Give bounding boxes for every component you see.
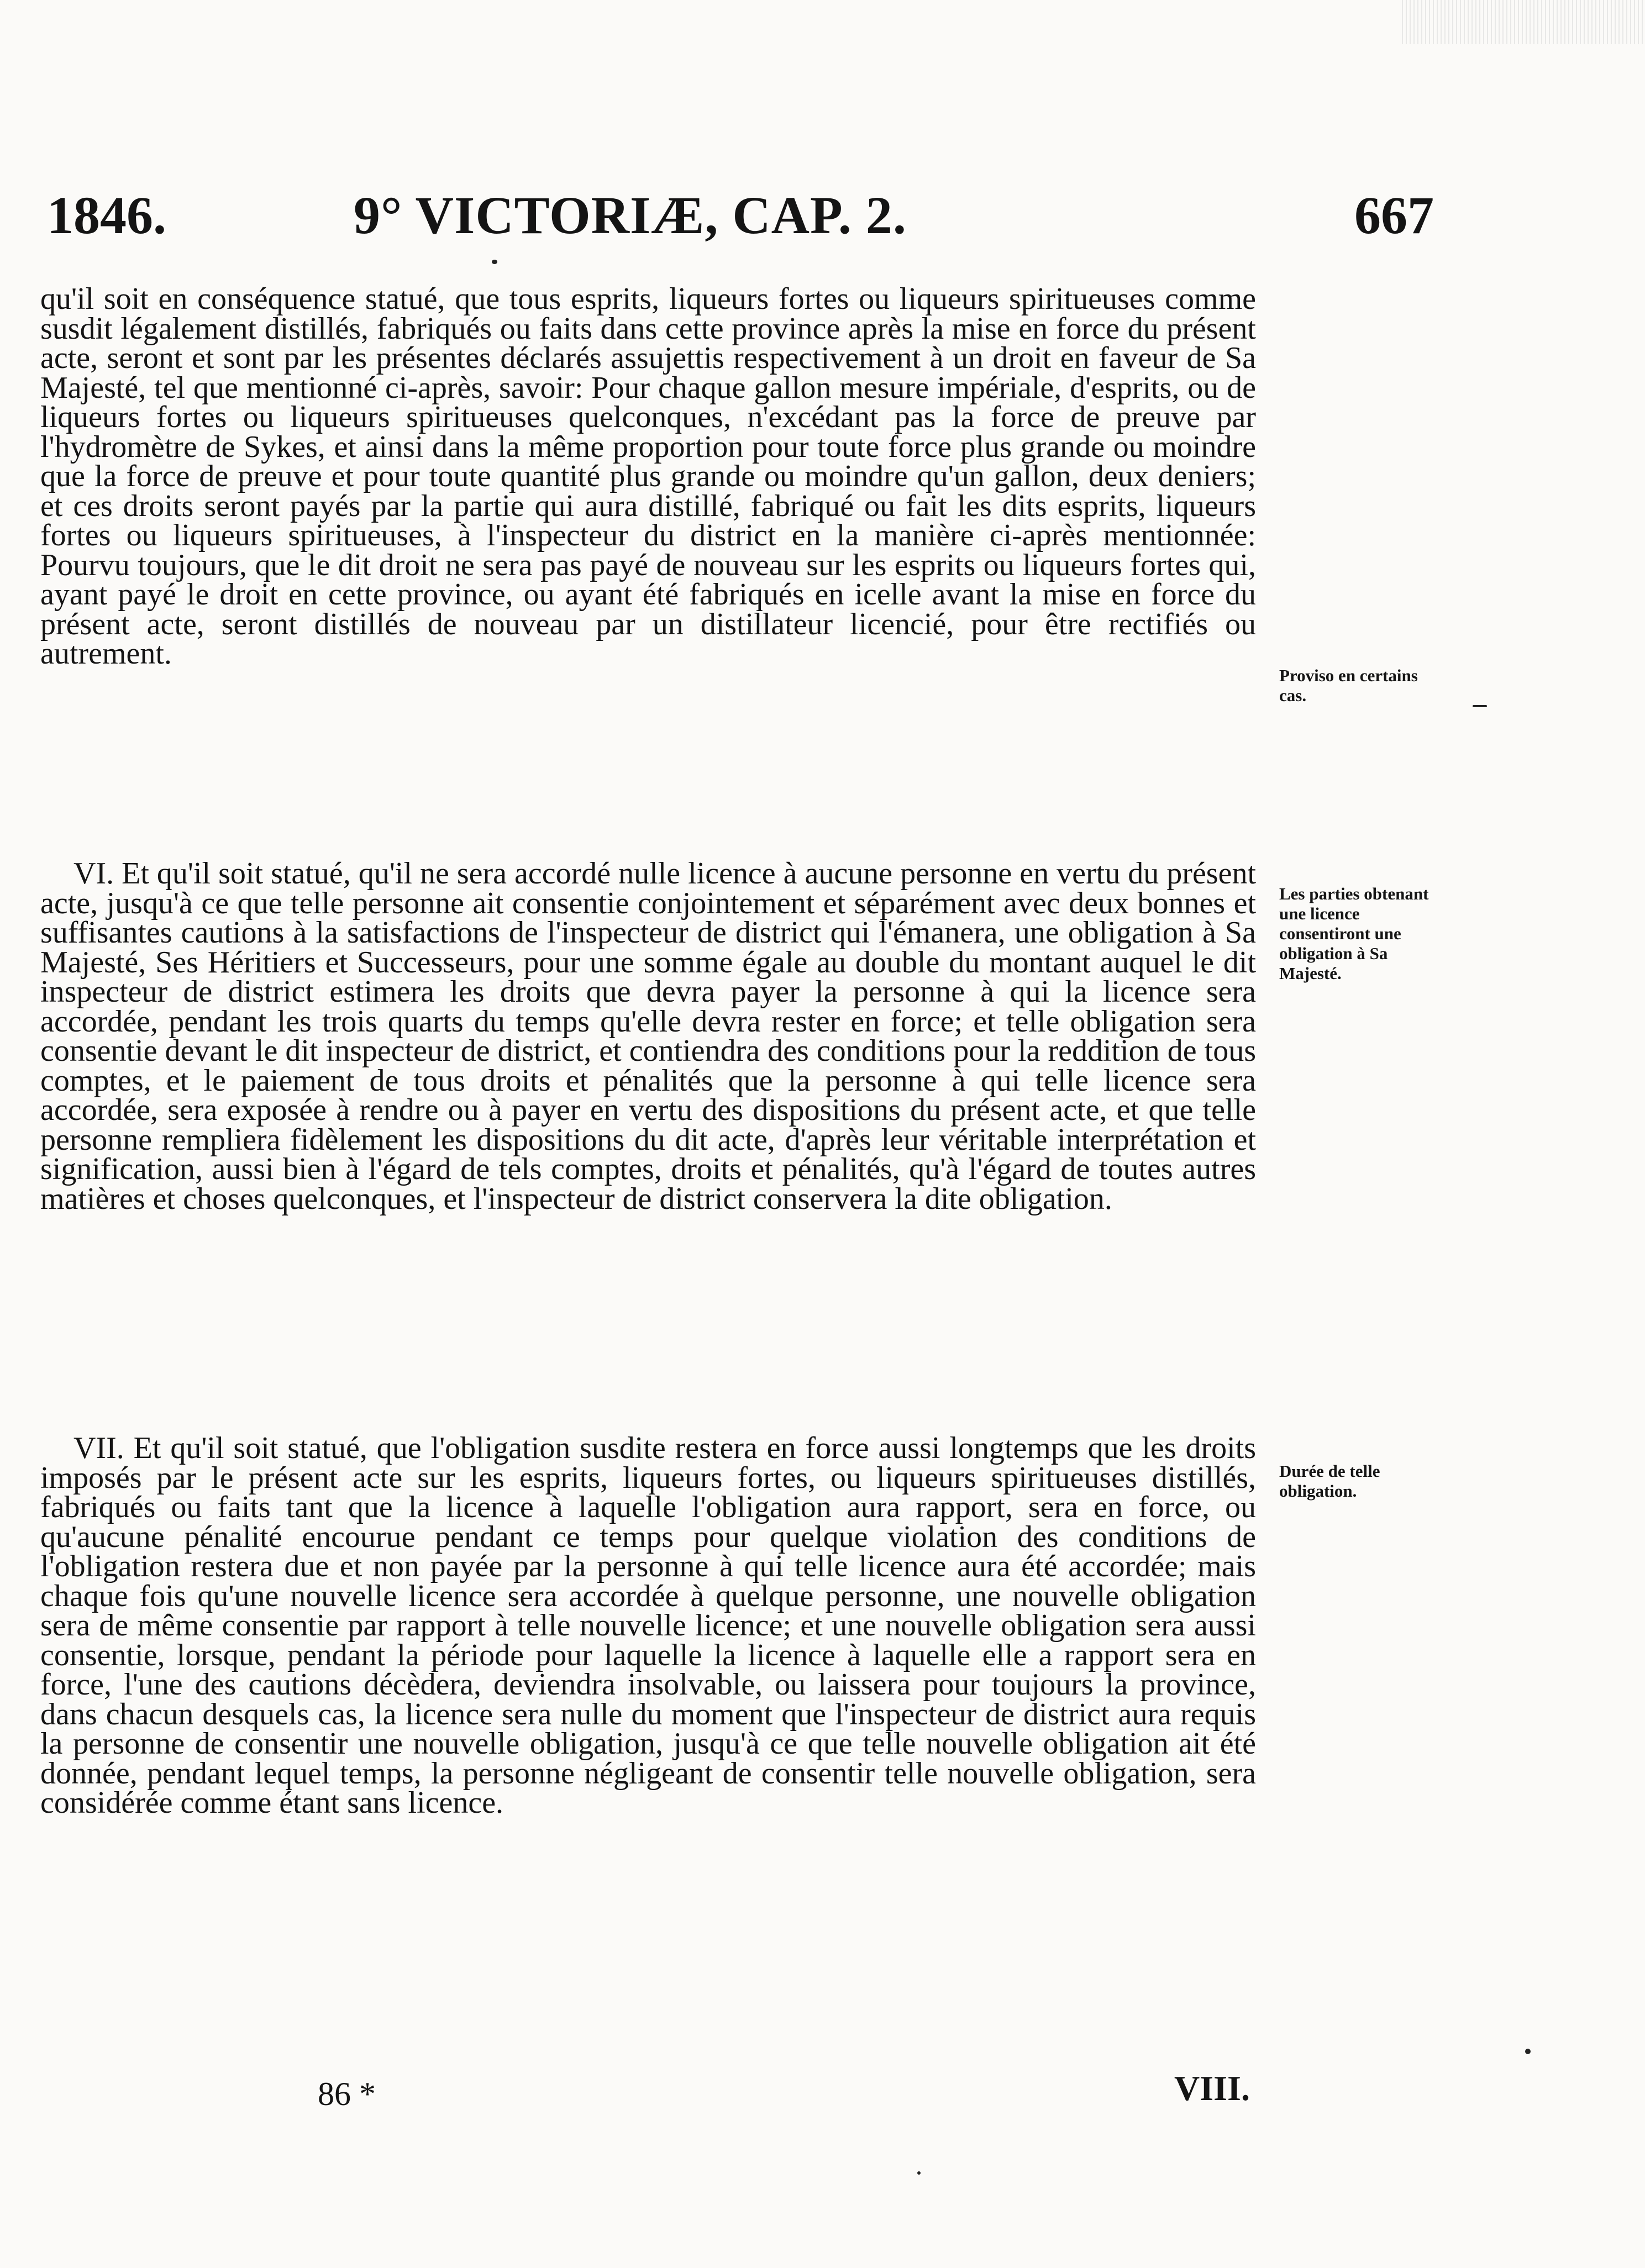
- catchword: VIII.: [1174, 2069, 1250, 2108]
- header-year: 1846.: [47, 186, 166, 245]
- scan-noise: [1402, 0, 1645, 44]
- header-title: 9° VICTORIÆ, CAP. 2.: [354, 186, 907, 245]
- paragraph-section-7: VII. Et qu'il soit statué, que l'obligation susdite restera en force aussi longtemps que les droits imposés par le présent acte sur les esprits, liqueurs fortes, ou liqueurs spiritueuses distillés, fabriqués ou faits tant que la licence à laquelle l'obligation aura rapport, sera en force, ou qu'aucune pénalité encourue pendant ce temps pour quelque violation des conditions de l'obligation restera due et non payée par la personne à qui telle licence aura été accordée; mais chaque fois qu'une nouvelle licence sera accordée à quelque personne, une nouvelle obligation sera de même consentie par rapport à telle nouvelle licence; et une nouvelle obligation sera aussi consentie, lorsque, pendant la période pour laquelle la licence à laquelle elle a rapport sera en force, l'une des cautions décèdera, deviendra insolvable, ou laissera pour toujours la province, dans chacun desquels cas, la licence sera nulle du moment que l'inspecteur de district aura requis la personne de consentir une nouvelle obligation, jusqu'à ce que telle nouvelle obligation ait été donnée, pendant lequel temps, la personne négligeant de consentir telle nouvelle obligation, sera considérée comme étant sans licence.: [40, 1431, 1256, 1820]
- margin-note-duree: Durée de telle obligation.: [1279, 1461, 1380, 1501]
- margin-note-proviso: Proviso en certains cas.: [1279, 666, 1418, 705]
- signature-mark: 86 *: [318, 2076, 376, 2112]
- ink-speck: [917, 2171, 921, 2175]
- page-number: 667: [1354, 186, 1434, 245]
- ink-speck: [1525, 2049, 1531, 2054]
- page-header: [47, 182, 1434, 249]
- paragraph-section-6: VI. Et qu'il soit statué, qu'il ne sera accordé nulle licence à aucune personne en vertu du présent acte, jusqu'à ce que telle personne ait consentie conjointement et séparément avec deux bonnes et suffisantes cautions à la satisfactions de l'inspecteur de district qui l'émanera, une obligation à Sa Majesté, Ses Héritiers et Successeurs, pour une somme égale au double du montant auquel le dit inspecteur de district estimera les droits que devra payer la personne à qui la licence sera accordée, pendant les trois quarts du temps qu'elle devra rester en force; et telle obligation sera consentie devant le dit inspecteur de district, et contiendra des conditions pour la reddition de tous comptes, et le paiement de tous droits et pénalités que la personne à qui telle licence sera accordée, sera exposée à rendre ou à payer en vertu des dispositions du présent acte, et que telle personne rempliera fidèlement les dispositions du dit acte, d'après leur véritable interprétation et signification, aussi bien à l'égard de tels comptes, droits et pénalités, qu'à l'égard de toutes autres matières et choses quelconques, et l'inspecteur de district conservera la dite obligation.: [40, 856, 1256, 1216]
- ink-speck: [1473, 705, 1487, 707]
- paragraph-continuation: qu'il soit en conséquence statué, que tous esprits, liqueurs fortes ou liqueurs spiritueuses comme susdit légalement distillés, fabriqués ou faits dans cette province après la mise en force du présent acte, seront et sont par les présentes déclarés assujettis respectivement à un droit en faveur de Sa Majesté, tel que mentionné ci-après, savoir: Pour chaque gallon mesure impériale, d'esprits, ou de liqueurs fortes ou liqueurs spiritueuses quelconques, n'excédant pas la force de preuve par l'hydromètre de Sykes, et ainsi dans la même proportion pour toute force plus grande ou moindre que la force de preuve et pour toute quantité plus grande ou moindre qu'un gallon, deux deniers; et ces droits seront payés par la partie qui aura distillé, fabriqué ou fait les dits esprits, liqueurs fortes ou liqueurs spiritueuses, à l'inspecteur du district en la manière ci-après mentionnée: Pourvu toujours, que le dit droit ne sera pas payé de nouveau sur les esprits ou liqueurs fortes qui, ayant payé le droit en cette province, ou ayant été fabriqués en icelle avant la mise en force du présent acte, seront distillés de nouveau par un distillateur licencié, pour être rectifiés ou autrement.: [40, 282, 1256, 671]
- margin-note-parties: Les parties obtenant une licence consentiront une obligation à Sa Majesté.: [1279, 884, 1429, 983]
- ink-speck: [492, 260, 497, 264]
